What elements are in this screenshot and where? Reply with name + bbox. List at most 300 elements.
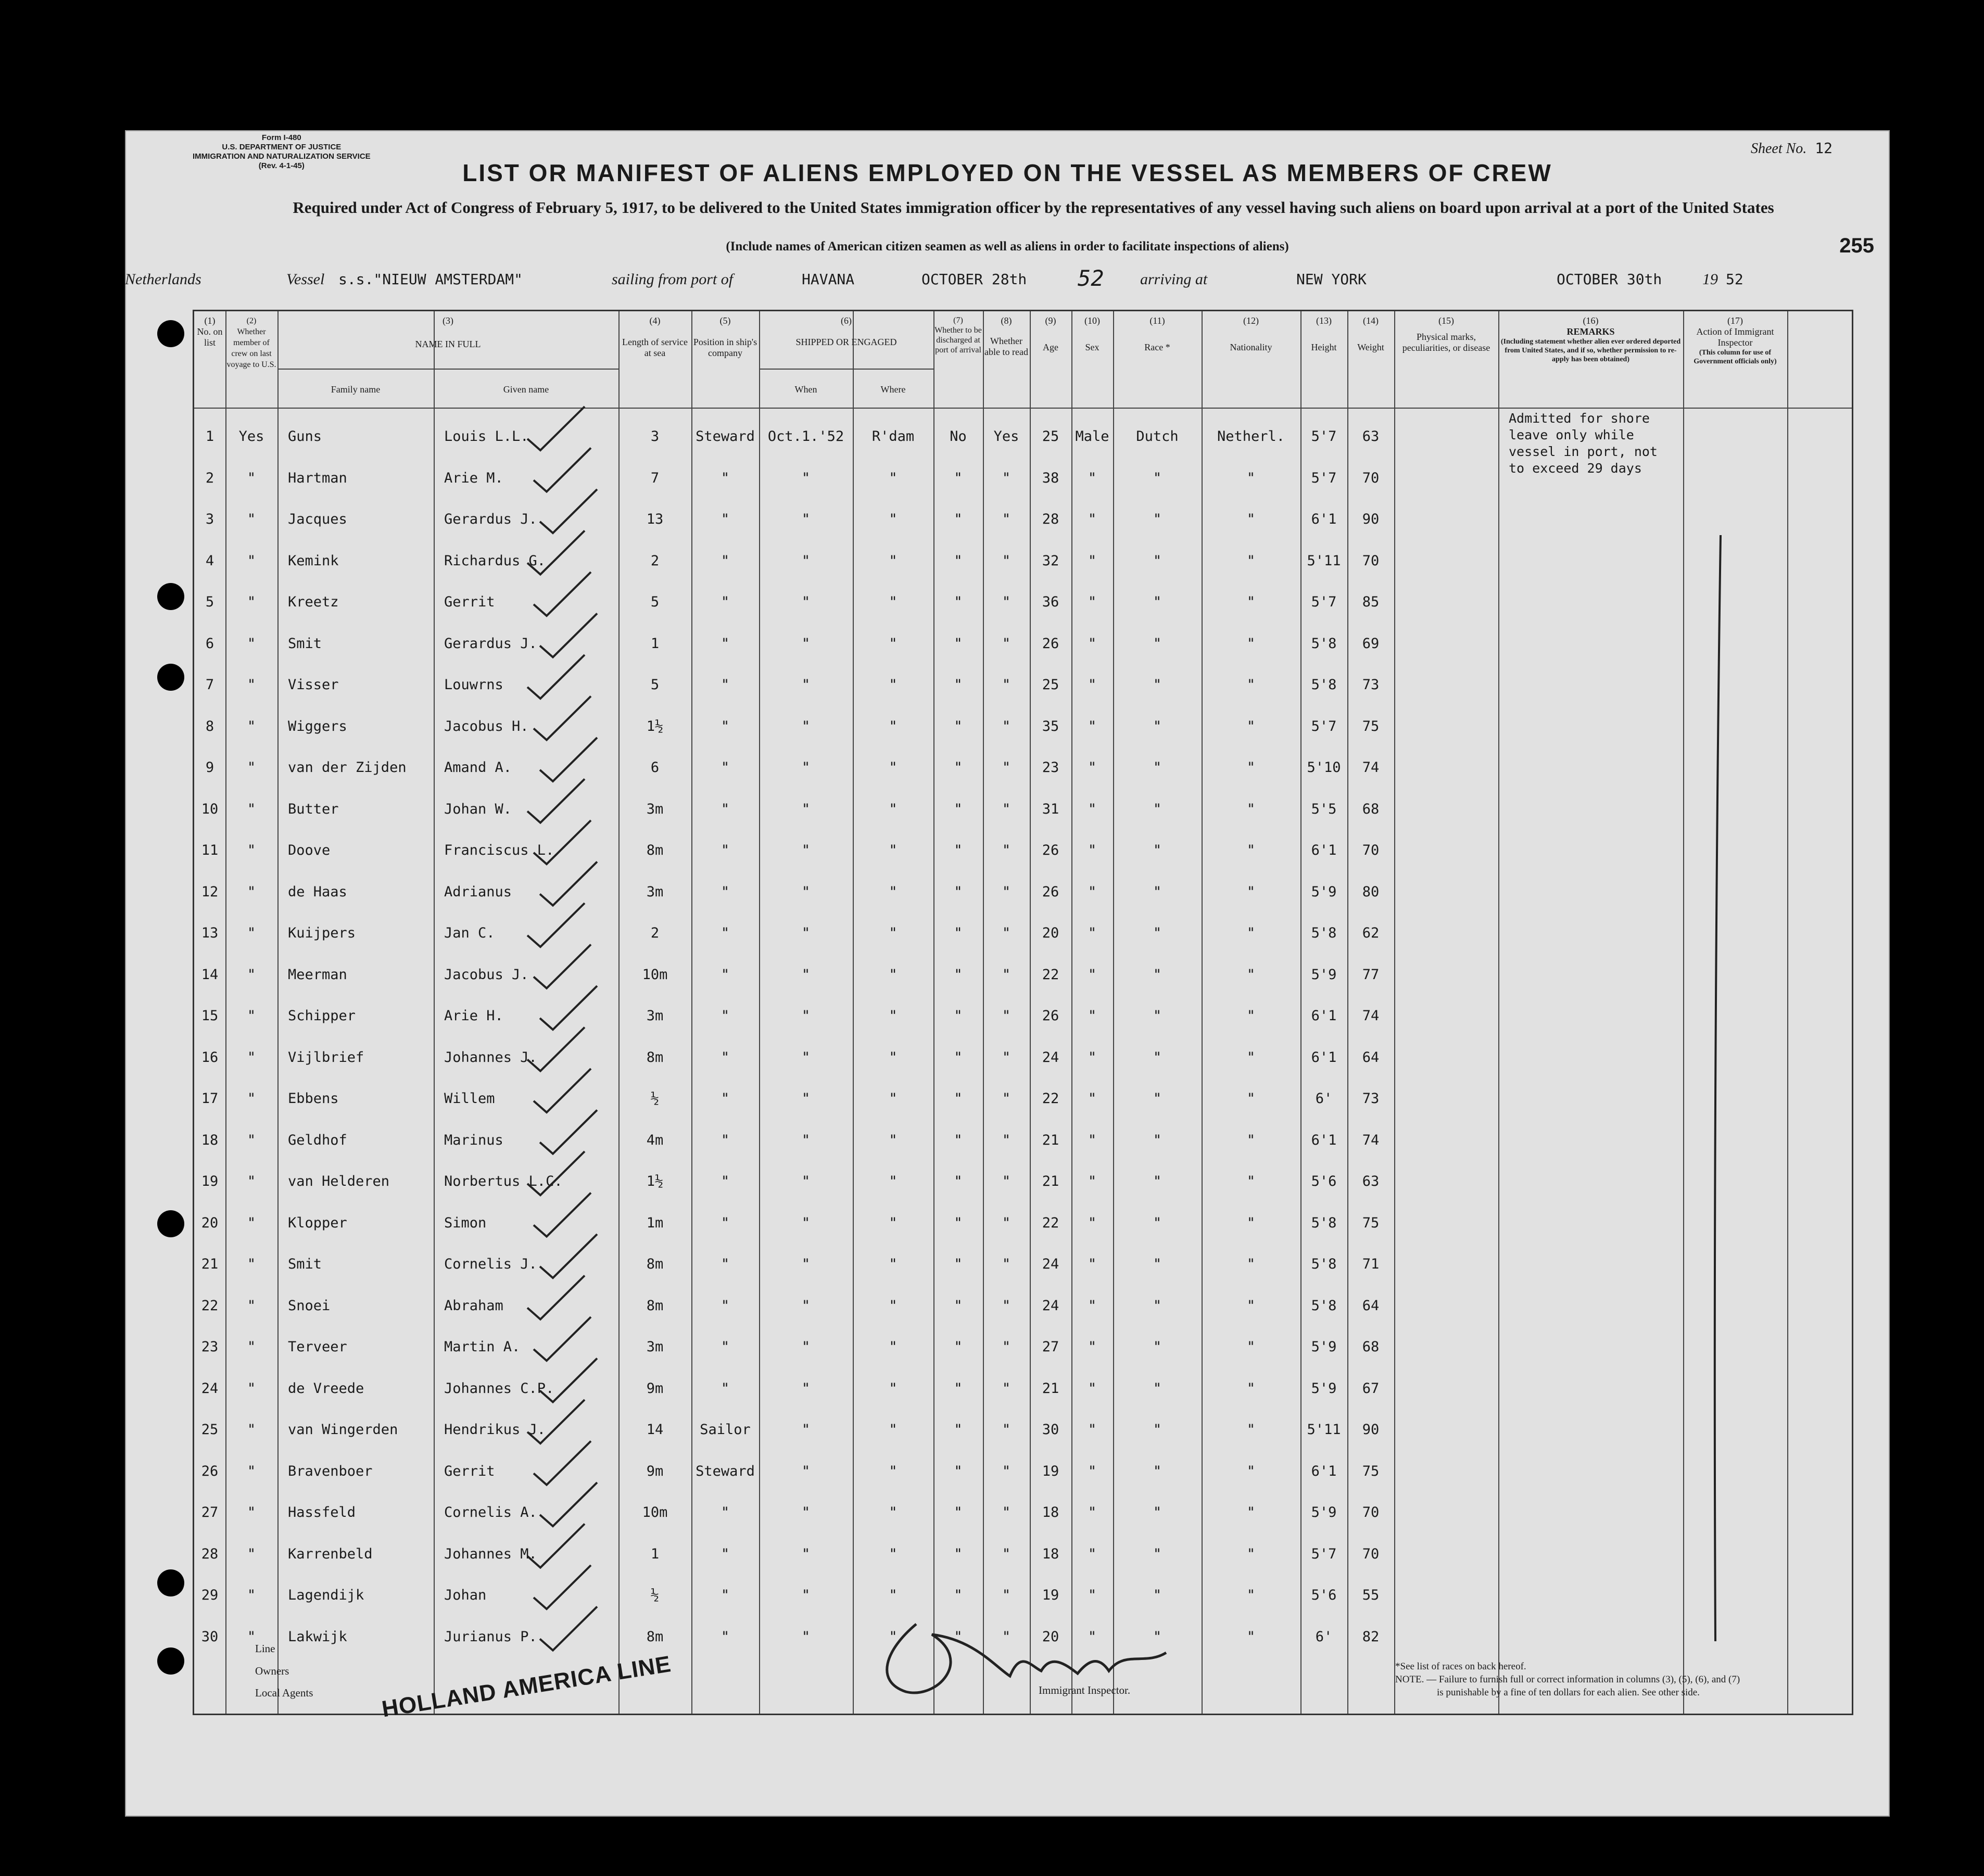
cell-height: 5'8 [1311,677,1337,693]
cell-nationality: " [1246,718,1256,734]
punch-hole [157,1569,184,1596]
cell-race: " [1153,966,1162,983]
cell-no: 1 [205,428,214,445]
cell-family: Wiggers [288,718,347,734]
cell-prev: " [247,635,256,652]
cell-height: 5'8 [1311,635,1337,652]
cell-race: " [1153,1132,1162,1148]
cell-given: Abraham [444,1297,503,1314]
cell-no: 22 [201,1297,219,1314]
include-note: (Include names of American citizen seamen as well as aliens in order to facilitate inspections of aliens) [726,239,1289,253]
cell-prev: " [247,801,256,817]
cell-when: " [801,1422,811,1438]
cell-nationality: " [1246,552,1256,569]
cell-given: Johannes J. [444,1049,537,1066]
cell-position: " [721,1256,730,1272]
cell-height: 5'7 [1311,428,1337,445]
cell-weight: 75 [1362,718,1380,734]
cell-sex: " [1088,1587,1097,1603]
cell-no: 11 [201,842,219,858]
cell-when: " [801,1380,811,1397]
cell-discharge: " [954,759,963,776]
cell-nationality: " [1246,470,1256,486]
cell-position: " [721,966,730,983]
cell-age: 30 [1042,1422,1059,1438]
cell-race: " [1153,1339,1162,1355]
cell-read: " [1002,718,1011,734]
cell-no: 5 [205,594,214,610]
cell-nationality: " [1246,1628,1256,1645]
header-family-name: Family name [331,384,381,395]
cell-when: " [801,1545,811,1562]
header-remarks: (16) REMARKS (Including statement whether alien ever ordered deported from United States, and if so, whether permission to re-apply has been obtained) [1500,315,1681,363]
cell-nationality: " [1246,1049,1256,1066]
cell-when: " [801,842,811,858]
arrival-year-prefix: 19 [1702,271,1718,288]
cell-position: " [721,511,730,527]
cell-where: " [889,1008,898,1024]
punch-hole [157,1647,184,1675]
cell-service: 9m [646,1380,664,1397]
cell-prev: " [247,1380,256,1397]
cell-family: van Wingerden [288,1422,398,1438]
cell-prev: " [247,1504,256,1520]
cell-when: " [801,1504,811,1520]
cell-sex: " [1088,1380,1097,1397]
cell-service: 1 [650,635,660,652]
cell-height: 6'1 [1311,1008,1337,1024]
cell-nationality: " [1246,594,1256,610]
cell-when: " [801,552,811,569]
cell-race: " [1153,1380,1162,1397]
cell-given: Jan C. [444,925,495,941]
cell-sex: " [1088,552,1097,569]
cell-when: " [801,511,811,527]
cell-no: 30 [201,1628,219,1645]
cell-race: " [1153,552,1162,569]
cell-given: Arie H. [444,1008,503,1024]
department: U.S. DEPARTMENT OF JUSTICE [222,143,342,151]
cell-age: 35 [1042,718,1059,734]
cell-given: Martin A. [444,1339,521,1355]
cell-read: " [1002,759,1011,776]
cell-family: Hartman [288,470,347,486]
cell-prev: " [247,1339,256,1355]
cell-no: 23 [201,1339,219,1355]
cell-service: 8m [646,842,664,858]
cell-weight: 70 [1362,842,1380,858]
cell-nationality: " [1246,1173,1256,1189]
cell-discharge: " [954,1422,963,1438]
cell-nationality: " [1246,1422,1256,1438]
cell-no: 20 [201,1214,219,1231]
header-race: (11) Race * [1144,315,1170,352]
cell-sex: " [1088,677,1097,693]
cell-family: Vijlbrief [288,1049,364,1066]
cell-race: " [1153,1463,1162,1479]
header-position: (5) Position in ship's company [693,315,757,358]
cell-when: " [801,1463,811,1479]
cell-service: 3m [646,1008,664,1024]
cell-when: " [801,1008,811,1024]
cell-no: 9 [205,759,214,776]
cell-weight: 77 [1362,966,1380,983]
cell-discharge: No [950,428,967,445]
cell-read: " [1002,1091,1011,1107]
sail-year: 52 [1078,265,1104,291]
inspector-label: Immigrant Inspector. [1039,1684,1131,1696]
remarks-text: Admitted for shore leave only while vessel in port, not to exceed 29 days [1509,411,1658,476]
cell-no: 13 [201,925,219,941]
cell-family: Kemink [288,552,339,569]
punch-hole [157,1210,184,1237]
cell-where: R'dam [871,428,915,445]
races-note: *See list of races on back hereof. [1395,1661,1526,1672]
cell-race: " [1153,1256,1162,1272]
cell-service: 10m [642,966,668,983]
cell-read: " [1002,1422,1011,1438]
cell-nationality: " [1246,801,1256,817]
cell-when: " [801,1628,811,1645]
cell-age: 18 [1042,1504,1059,1520]
cell-family: Kuijpers [288,925,356,941]
cell-position: " [721,1587,730,1603]
cell-where: " [889,1380,898,1397]
cell-age: 24 [1042,1256,1059,1272]
arriving-label: arriving at [1140,271,1208,288]
cell-family: Schipper [288,1008,356,1024]
cell-age: 24 [1042,1297,1059,1314]
cell-family: Klopper [288,1214,347,1231]
sheet-value: 12 [1815,140,1833,157]
cell-given: Gerrit [444,1463,495,1479]
cell-discharge: " [954,1380,963,1397]
cell-discharge: " [954,966,963,983]
cell-family: Smit [288,635,322,652]
cell-age: 18 [1042,1545,1059,1562]
cell-prev: " [247,1214,256,1231]
cell-where: " [889,552,898,569]
cell-discharge: " [954,1049,963,1066]
cell-prev: " [247,925,256,941]
page-number: 255 [1839,234,1874,257]
cell-weight: 90 [1362,511,1380,527]
inspector-bracket [194,311,1852,1717]
cell-discharge: " [954,635,963,652]
cell-prev: " [247,594,256,610]
cell-sex: " [1088,966,1097,983]
cell-race: " [1153,470,1162,486]
cell-where: " [889,1173,898,1189]
cell-weight: 71 [1362,1256,1380,1272]
cell-position: " [721,883,730,900]
cell-height: 6'1 [1311,842,1337,858]
cell-race: " [1153,925,1162,941]
cell-weight: 64 [1362,1297,1380,1314]
cell-weight: 64 [1362,1049,1380,1066]
cell-prev: " [247,1545,256,1562]
cell-age: 21 [1042,1380,1059,1397]
cell-family: Doove [288,842,331,858]
punch-hole [157,320,184,347]
cell-no: 19 [201,1173,219,1189]
cell-discharge: " [954,552,963,569]
cell-when: " [801,1132,811,1148]
cell-service: 9m [646,1463,664,1479]
cell-position: " [721,1091,730,1107]
cell-nationality: " [1246,1008,1256,1024]
cell-discharge: " [954,1297,963,1314]
cell-age: 25 [1042,428,1059,445]
cell-position: " [721,1297,730,1314]
cell-no: 12 [201,883,219,900]
cell-height: 6'1 [1311,1049,1337,1066]
cell-where: " [889,1628,898,1645]
cell-sex: " [1088,1008,1097,1024]
cell-when: " [801,635,811,652]
cell-prev: Yes [238,428,264,445]
cell-when: " [801,1297,811,1314]
cell-where: " [889,842,898,858]
cell-discharge: " [954,677,963,693]
cell-where: " [889,925,898,941]
cell-sex: " [1088,1545,1097,1562]
cell-where: " [889,677,898,693]
cell-family: Karrenbeld [288,1545,373,1562]
cell-race: " [1153,842,1162,858]
cell-discharge: " [954,718,963,734]
cell-service: 2 [650,925,660,941]
cell-height: 6'1 [1311,1132,1337,1148]
cell-weight: 67 [1362,1380,1380,1397]
cell-given: Norbertus L.C. [444,1173,563,1189]
cell-no: 18 [201,1132,219,1148]
cell-when: " [801,801,811,817]
cell-height: 5'8 [1311,1214,1337,1231]
form-revision: (Rev. 4-1-45) [258,161,305,170]
cell-discharge: " [954,470,963,486]
cell-nationality: " [1246,1091,1256,1107]
cell-given: Johan [444,1587,487,1603]
cell-race: " [1153,1091,1162,1107]
cell-service: 5 [650,594,660,610]
cell-when: " [801,1173,811,1189]
header-inspector-action: (17) Action of Immigrant Inspector (This column for use of Government officials only) [1694,315,1777,365]
cell-discharge: " [954,1628,963,1645]
cell-height: 5'9 [1311,1339,1337,1355]
cell-position: Steward [696,1463,755,1479]
cell-position: " [721,842,730,858]
cell-height: 5'6 [1311,1173,1337,1189]
cell-when: Oct.1.'52 [767,428,844,445]
cell-read: " [1002,1380,1011,1397]
cell-height: 5'8 [1311,1297,1337,1314]
cell-nationality: " [1246,925,1256,941]
cell-prev: " [247,1628,256,1645]
cell-discharge: " [954,842,963,858]
cell-weight: 75 [1362,1463,1380,1479]
punch-hole [157,664,184,691]
cell-age: 24 [1042,1049,1059,1066]
cell-race: " [1153,1504,1162,1520]
cell-read: " [1002,635,1011,652]
cell-weight: 70 [1362,1545,1380,1562]
cell-when: " [801,1091,811,1107]
cell-age: 22 [1042,966,1059,983]
cell-discharge: " [954,1091,963,1107]
cell-given: Johannes C.P. [444,1380,554,1397]
cell-service: 3 [650,428,660,445]
cell-age: 22 [1042,1214,1059,1231]
cell-race: " [1153,635,1162,652]
cell-read: " [1002,925,1011,941]
cell-service: 3m [646,883,664,900]
cell-prev: " [247,1173,256,1189]
cell-family: Lakwijk [288,1628,347,1645]
cell-sex: " [1088,511,1097,527]
header-service-length: (4) Length of service at sea [622,315,688,358]
cell-weight: 70 [1362,470,1380,486]
cell-where: " [889,759,898,776]
cell-height: 5'8 [1311,925,1337,941]
cell-height: 5'8 [1311,1256,1337,1272]
crew-table [193,310,1853,1715]
line-label: Line [255,1642,275,1655]
cell-service: 4m [646,1132,664,1148]
cell-when: " [801,1256,811,1272]
cell-no: 28 [201,1545,219,1562]
cell-given: Amand A. [444,759,512,776]
cell-given: Jacobus H. [444,718,529,734]
cell-prev: " [247,1463,256,1479]
header-no: (1) No. on list [197,315,223,348]
cell-prev: " [247,1256,256,1272]
cell-nationality: " [1246,842,1256,858]
cell-discharge: " [954,594,963,610]
cell-prev: " [247,966,256,983]
cell-height: 5'7 [1311,718,1337,734]
cell-sex: " [1088,925,1097,941]
header-weight: (14) Weight [1357,315,1384,352]
cell-weight: 69 [1362,635,1380,652]
cell-height: 6'1 [1311,511,1337,527]
cell-given: Cornelis J. [444,1256,537,1272]
cell-age: 36 [1042,594,1059,610]
cell-nationality: Netherl. [1217,428,1285,445]
cell-service: 1 [650,1545,660,1562]
cell-age: 20 [1042,925,1059,941]
cell-sex: " [1088,801,1097,817]
cell-age: 21 [1042,1132,1059,1148]
cell-no: 25 [201,1422,219,1438]
cell-height: 5'5 [1311,801,1337,817]
cell-service: 8m [646,1049,664,1066]
cell-weight: 82 [1362,1628,1380,1645]
cell-race: " [1153,1422,1162,1438]
header-name: (3) NAME IN FULL [415,315,481,349]
cell-no: 29 [201,1587,219,1603]
cell-service: 8m [646,1628,664,1645]
cell-read: " [1002,552,1011,569]
cell-nationality: " [1246,966,1256,983]
cell-position: " [721,470,730,486]
cell-read: " [1002,1214,1011,1231]
cell-read: " [1002,594,1011,610]
cell-given: Johan W. [444,801,512,817]
cell-service: 8m [646,1256,664,1272]
cell-discharge: " [954,925,963,941]
cell-discharge: " [954,883,963,900]
cell-read: Yes [993,428,1019,445]
cell-family: Ebbens [288,1091,339,1107]
cell-sex: " [1088,842,1097,858]
cell-where: " [889,1422,898,1438]
cell-discharge: " [954,1132,963,1148]
cell-sex: " [1088,1339,1097,1355]
cell-where: " [889,1545,898,1562]
cell-family: Bravenboer [288,1463,373,1479]
cell-sex: " [1088,1628,1097,1645]
cell-where: " [889,470,898,486]
cell-age: 26 [1042,883,1059,900]
cell-prev: " [247,1091,256,1107]
cell-when: " [801,470,811,486]
cell-no: 7 [205,677,214,693]
cell-height: 6' [1315,1091,1333,1107]
cell-position: " [721,1173,730,1189]
cell-sex: " [1088,1504,1097,1520]
cell-prev: " [247,842,256,858]
header-read: (8) Whether able to read [984,315,1028,357]
cell-read: " [1002,1545,1011,1562]
cell-family: Smit [288,1256,322,1272]
cell-read: " [1002,1008,1011,1024]
cell-nationality: " [1246,759,1256,776]
cell-no: 10 [201,801,219,817]
cell-weight: 85 [1362,594,1380,610]
cell-position: " [721,1339,730,1355]
cell-discharge: " [954,1214,963,1231]
cell-race: " [1153,1297,1162,1314]
cell-race: " [1153,1628,1162,1645]
arrival-year: 52 [1726,271,1743,288]
cell-sex: " [1088,718,1097,734]
cell-sex: " [1088,759,1097,776]
cell-discharge: " [954,801,963,817]
cell-nationality: " [1246,1339,1256,1355]
cell-age: 20 [1042,1628,1059,1645]
cell-height: 5'7 [1311,594,1337,610]
page-title: LIST OR MANIFEST OF ALIENS EMPLOYED ON THE VESSEL AS MEMBERS OF CREW [462,159,1552,186]
cell-when: " [801,966,811,983]
cell-height: 6' [1315,1628,1333,1645]
cell-prev: " [247,677,256,693]
cell-age: 32 [1042,552,1059,569]
cell-position: " [721,1628,730,1645]
cell-no: 26 [201,1463,219,1479]
cell-read: " [1002,966,1011,983]
cell-family: Jacques [288,511,347,527]
cell-height: 6'1 [1311,1463,1337,1479]
cell-prev: " [247,470,256,486]
sheet-number [1751,140,1833,157]
cell-no: 21 [201,1256,219,1272]
cell-family: Kreetz [288,594,339,610]
cell-read: " [1002,801,1011,817]
cell-weight: 90 [1362,1422,1380,1438]
cell-read: " [1002,842,1011,858]
cell-race: Dutch [1136,428,1179,445]
